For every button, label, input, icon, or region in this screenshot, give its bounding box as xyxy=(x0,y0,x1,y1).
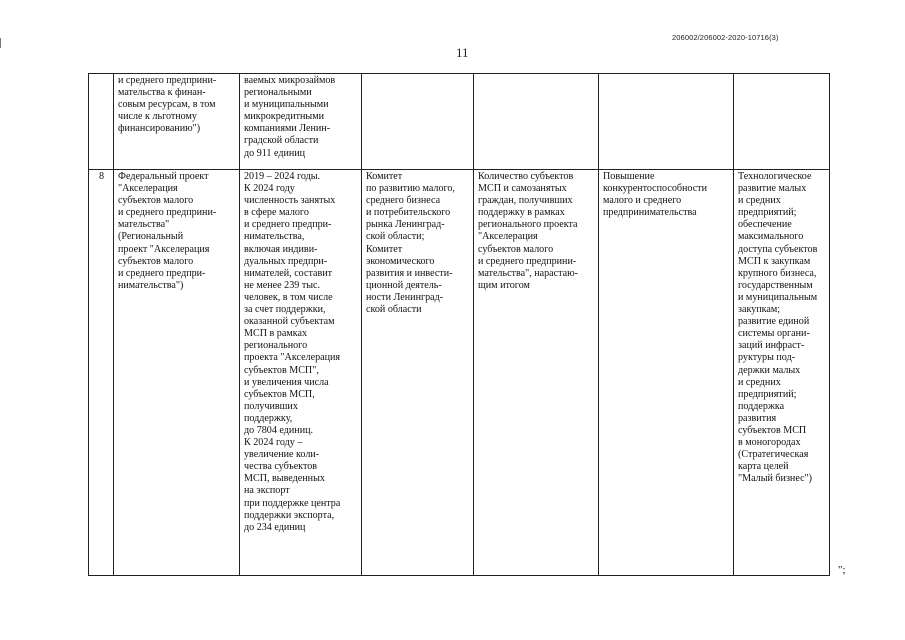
cell-text-line: руктуры под- xyxy=(738,352,796,364)
cell-text-line: при поддержке центра xyxy=(244,497,341,509)
table-row xyxy=(89,170,830,576)
cell-text-line: Комитет xyxy=(366,243,403,255)
row-number-cell xyxy=(89,170,114,576)
cell-text-line: МСП и самозанятых xyxy=(478,183,567,195)
cell-text-line: за счет поддержки, xyxy=(244,304,326,316)
cell-text-line: субъектов малого xyxy=(118,255,194,267)
page-number: 11 xyxy=(456,45,469,60)
cell-text-line: и среднего предприни- xyxy=(478,255,577,267)
cell-text-line: получивших xyxy=(244,400,298,412)
link-cell xyxy=(599,170,734,576)
cell-text-line: числе к льготному xyxy=(118,111,197,123)
cell-text-line: держки малых xyxy=(738,364,801,376)
cell-text-line: совым ресурсам, в том xyxy=(118,99,216,111)
result-cell xyxy=(474,170,599,576)
cell-text-line: граждан, получивших xyxy=(478,195,573,207)
goals-cell xyxy=(734,74,830,170)
cell-text-line: "Малый бизнес") xyxy=(738,473,813,485)
cell-text-line: "Акселерация xyxy=(118,183,178,195)
cell-text-line: мательства" xyxy=(118,219,170,231)
cell-text-line: регионального проекта xyxy=(478,219,578,231)
cell-text-line: К 2024 году – xyxy=(244,437,303,449)
cell-text-line: Федеральный проект xyxy=(118,171,209,182)
cell-text-line: закупкам; xyxy=(738,304,781,316)
cell-text-line: финансированию") xyxy=(118,123,201,135)
cell-text-line: крупного бизнеса, xyxy=(738,267,817,279)
cell-text-line: поддержка xyxy=(738,400,785,412)
cell-text-line: 2019 – 2024 годы. xyxy=(244,171,321,182)
document-id: 206002/206002-2020-10716(3) xyxy=(672,33,779,42)
cell-text-line: (Региональный xyxy=(118,231,184,243)
cell-text-line: и средних xyxy=(738,195,781,207)
cell-text-line: не менее 239 тыс. xyxy=(244,279,321,291)
cell-text-line: поддержки экспорта, xyxy=(244,509,335,521)
cell-text-line: субъектов МСП", xyxy=(244,364,319,376)
cell-text-line: ности Ленинград- xyxy=(366,291,444,303)
cell-text-line: по развитию малого, xyxy=(366,183,455,195)
cell-text-line: Повышение xyxy=(603,171,655,182)
cell-text-line: среднего бизнеса xyxy=(366,195,441,207)
cell-text-line: в сфере малого xyxy=(244,207,309,219)
cell-text-line: МСП, выведенных xyxy=(244,473,325,485)
indicator-cell xyxy=(240,170,362,576)
cell-text-line: человек, в том числе xyxy=(244,291,333,303)
cell-text-line: численность занятых xyxy=(244,195,336,207)
cell-text: 8 xyxy=(98,171,105,182)
cell-text-line: проект "Акселерация xyxy=(118,243,210,255)
cell-text-line: Комитет xyxy=(366,171,403,182)
cell-text-line: предприятий; xyxy=(738,388,797,400)
cell-text-line: и среднего предпри- xyxy=(244,219,332,231)
project-name-cell xyxy=(114,74,240,170)
cell-text-line: Технологическое xyxy=(738,171,812,182)
cell-text-line: рынка Ленинград- xyxy=(366,219,445,231)
cell-text-line: поддержку, xyxy=(244,412,293,424)
project-name-cell xyxy=(114,170,240,576)
cell-text-line: субъектов малого xyxy=(478,243,554,255)
cell-text-line: ской области xyxy=(366,304,422,316)
cell-text-line: дуальных предпри- xyxy=(244,255,328,267)
cell-text-line: субъектов МСП xyxy=(738,424,807,436)
cell-text-line: Количество субъектов xyxy=(478,171,574,182)
cell-text-line: чества субъектов xyxy=(244,461,318,473)
responsible-cell xyxy=(362,74,474,170)
cell-text-line: МСП в рамках xyxy=(244,328,308,340)
cell-text-line: системы органи- xyxy=(738,328,810,340)
responsible-cell xyxy=(362,170,474,576)
cell-text-line: предпринимательства xyxy=(603,207,697,219)
cell-text-line: оказанной субъектам xyxy=(244,316,335,328)
cell-text-line: микрокредитными xyxy=(244,111,325,123)
cell-text-line: ваемых микрозаймов xyxy=(244,75,336,86)
cell-text-line: в моногородах xyxy=(738,437,801,449)
link-cell xyxy=(599,74,734,170)
cell-text-line: максимального xyxy=(738,231,804,243)
cell-text-line: карта целей xyxy=(738,461,789,473)
cell-text-line: регионального xyxy=(244,340,308,352)
cell-text-line: нимателей, составит xyxy=(244,267,333,279)
cell-text-line: развитие единой xyxy=(738,316,810,328)
cell-text-line: ционной деятель- xyxy=(366,279,442,291)
margin-mark xyxy=(0,38,1,48)
cell-text-line: МСП к закупкам xyxy=(738,255,811,267)
cell-text-line: и муниципальными xyxy=(244,99,329,111)
cell-text-line: предприятий; xyxy=(738,207,797,219)
cell-text-line: К 2024 году xyxy=(244,183,295,195)
cell-text-line: и среднего предприни- xyxy=(118,207,217,219)
cell-text-line: государственным xyxy=(738,279,813,291)
cell-text-line: и среднего предприни- xyxy=(118,75,217,86)
cell-text-line: развития xyxy=(738,412,777,424)
cell-text-line: до 234 единиц xyxy=(244,521,306,533)
cell-text-line: и среднего предпри- xyxy=(118,267,206,279)
row-number-cell xyxy=(89,74,114,170)
cell-text-line: обеспечение xyxy=(738,219,792,231)
table-row xyxy=(89,74,830,170)
cell-text-line: экономического xyxy=(366,255,435,267)
cell-text-line: (Стратегическая xyxy=(738,449,809,461)
cell-text-line: компаниями Ленин- xyxy=(244,123,331,135)
cell-text-line: и средних xyxy=(738,376,781,388)
cell-text-line: конкурентоспособности xyxy=(603,183,707,195)
document-table xyxy=(88,73,830,576)
cell-text-line: субъектов МСП, xyxy=(244,388,315,400)
cell-text-line: и увеличения числа xyxy=(244,376,329,388)
cell-text-line: доступа субъектов xyxy=(738,243,818,255)
cell-text-line: субъектов малого xyxy=(118,195,194,207)
indicator-cell xyxy=(240,74,362,170)
cell-text-line: проекта "Акселерация xyxy=(244,352,341,364)
cell-text-line: "Акселерация xyxy=(478,231,538,243)
cell-text-line: заций инфраст- xyxy=(738,340,805,352)
cell-text-line: региональными xyxy=(244,87,312,99)
cell-text-line: градской области xyxy=(244,135,319,147)
cell-text-line: и потребительского xyxy=(366,207,451,219)
cell-text-line: мательства", нарастаю- xyxy=(478,267,579,279)
cell-text-line: развития и инвести- xyxy=(366,267,453,279)
cell-text-line: включая индиви- xyxy=(244,243,318,255)
cell-text-line: увеличение коли- xyxy=(244,449,320,461)
closing-quote: "; xyxy=(838,564,846,576)
cell-text-line: ской области; xyxy=(366,231,425,243)
cell-text-line: малого и среднего xyxy=(603,195,682,207)
cell-text-line: щим итогом xyxy=(478,279,530,291)
cell-text-line: нимательства") xyxy=(118,279,184,291)
cell-text-line: мательства к финан- xyxy=(118,87,206,99)
cell-text-line: поддержку в рамках xyxy=(478,207,565,219)
goals-cell xyxy=(734,170,830,576)
cell-text-line: развитие малых xyxy=(738,183,807,195)
cell-text-line: до 911 единиц xyxy=(244,147,306,159)
cell-text-line: и муниципальным xyxy=(738,291,818,303)
cell-text-line: до 7804 единиц. xyxy=(244,424,314,436)
cell-text-line: на экспорт xyxy=(244,485,290,497)
cell-text-line: нимательства, xyxy=(244,231,305,243)
result-cell xyxy=(474,74,599,170)
